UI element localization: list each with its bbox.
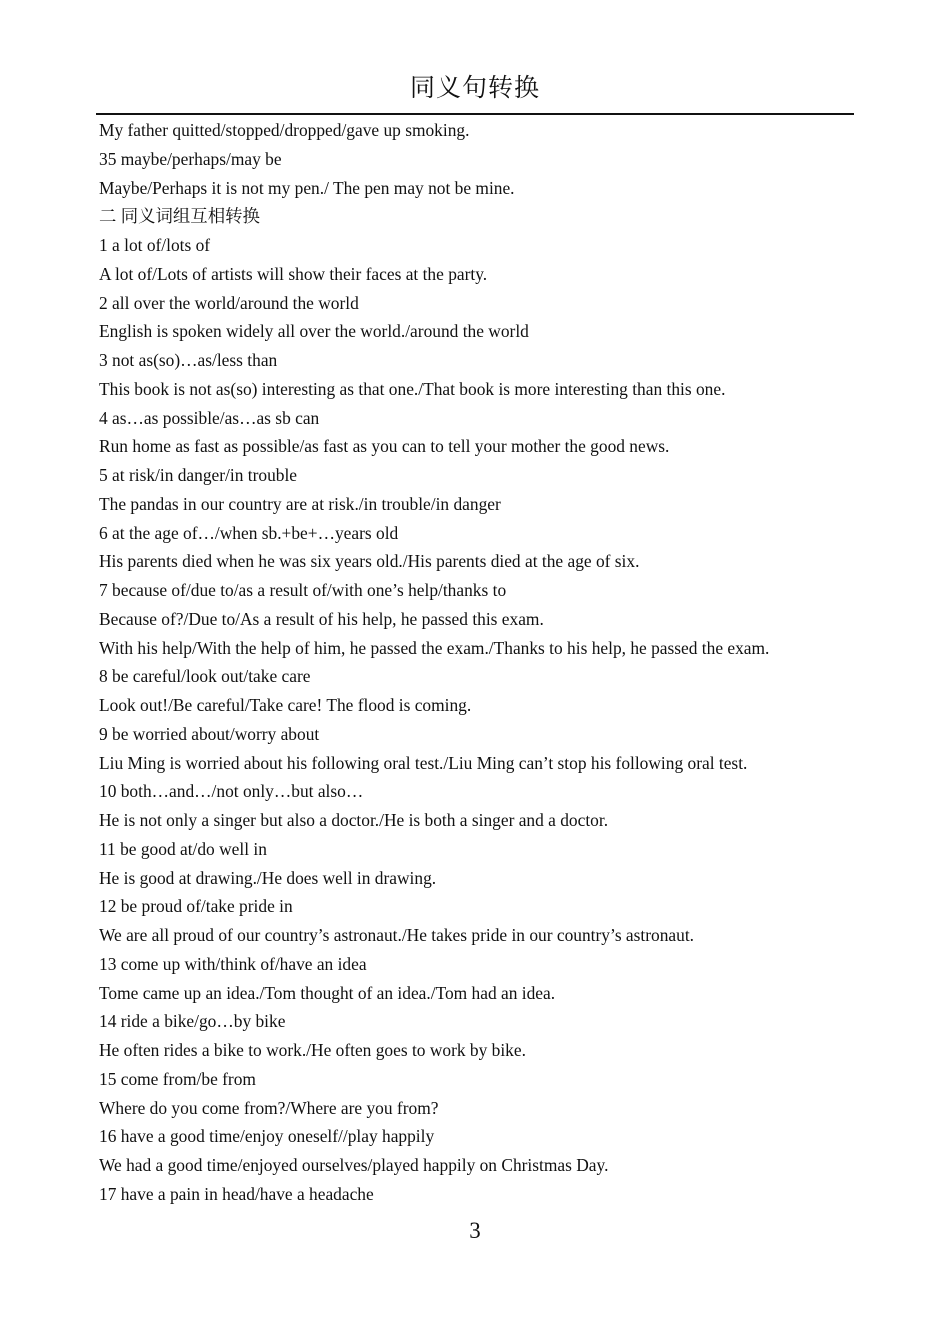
text-line: His parents died when he was six years old./His parents died at the age of six. <box>99 551 640 572</box>
text-line: 11 be good at/do well in <box>99 838 267 859</box>
text-line: 9 be worried about/worry about <box>99 723 320 744</box>
text-line: The pandas in our country are at risk./in trouble/in danger <box>99 493 501 514</box>
text-line: English is spoken widely all over the world./around the world <box>99 321 529 342</box>
text-line: He is not only a singer but also a doctor./He is both a singer and a doctor. <box>99 810 609 830</box>
text-line: A lot of/Lots of artists will show their faces at the party. <box>99 263 488 284</box>
document-body <box>99 116 859 1209</box>
page-title: 同义句转换 <box>409 73 540 102</box>
text-line: 5 at risk/in danger/in trouble <box>99 465 298 485</box>
text-line: 12 be proud of/take pride in <box>99 896 293 917</box>
text-line: 14 ride a bike/go…by bike <box>99 1011 286 1032</box>
text-line: 7 because of/due to/as a result of/with one’s help/thanks to <box>99 580 507 600</box>
text-line: He often rides a bike to work./He often goes to work by bike. <box>99 1040 526 1060</box>
header-divider <box>96 113 854 115</box>
text-line: Where do you come from?/Where are you from? <box>99 1097 439 1118</box>
text-line: He is good at drawing./He does well in drawing. <box>99 867 437 888</box>
text-line: With his help/With the help of him, he passed the exam./Thanks to his help, he passed the exam. <box>99 637 770 658</box>
text-line: My father quitted/stopped/dropped/gave up smoking. <box>99 120 470 140</box>
text-line: 8 be careful/look out/take care <box>99 666 311 687</box>
text-line: Tome came up an idea./Tom thought of an idea./Tom had an idea. <box>99 982 556 1003</box>
text-line: Because of?/Due to/As a result of his help, he passed this exam. <box>99 608 544 629</box>
text-line: Liu Ming is worried about his following oral test./Liu Ming can’t stop his following oral test. <box>99 752 748 773</box>
text-line: 35 maybe/perhaps/may be <box>99 148 282 169</box>
text-line: 1 a lot of/lots of <box>99 235 211 255</box>
text-line: Run home as fast as possible/as fast as you can to tell your mother the good news. <box>99 436 670 457</box>
text-line: 4 as…as possible/as…as sb can <box>99 407 320 428</box>
text-line: 17 have a pain in head/have a headache <box>99 1183 374 1204</box>
text-line: We had a good time/enjoyed ourselves/played happily on Christmas Day. <box>99 1155 609 1175</box>
text-line: 3 not as(so)…as/less than <box>99 350 278 370</box>
text-line: 2 all over the world/around the world <box>99 292 359 313</box>
text-line: Look out!/Be careful/Take care! The flood is coming. <box>99 695 472 715</box>
text-line: 13 come up with/think of/have an idea <box>99 953 367 974</box>
page-number: 3 <box>469 1218 481 1243</box>
text-line: 10 both…and…/not only…but also… <box>99 781 364 802</box>
text-line: 6 at the age of…/when sb.+be+…years old <box>99 522 399 543</box>
text-line: 二 同义词组互相转换 <box>99 206 260 227</box>
text-line: We are all proud of our country’s astronaut./He takes pride in our country’s astronaut. <box>99 925 695 945</box>
text-line: This book is not as(so) interesting as that one./That book is more interesting than this one. <box>99 378 726 399</box>
text-line: 16 have a good time/enjoy oneself//play happily <box>99 1126 435 1147</box>
text-line: 15 come from/be from <box>99 1068 256 1089</box>
text-line: Maybe/Perhaps it is not my pen./ The pen may not be mine. <box>99 177 515 198</box>
